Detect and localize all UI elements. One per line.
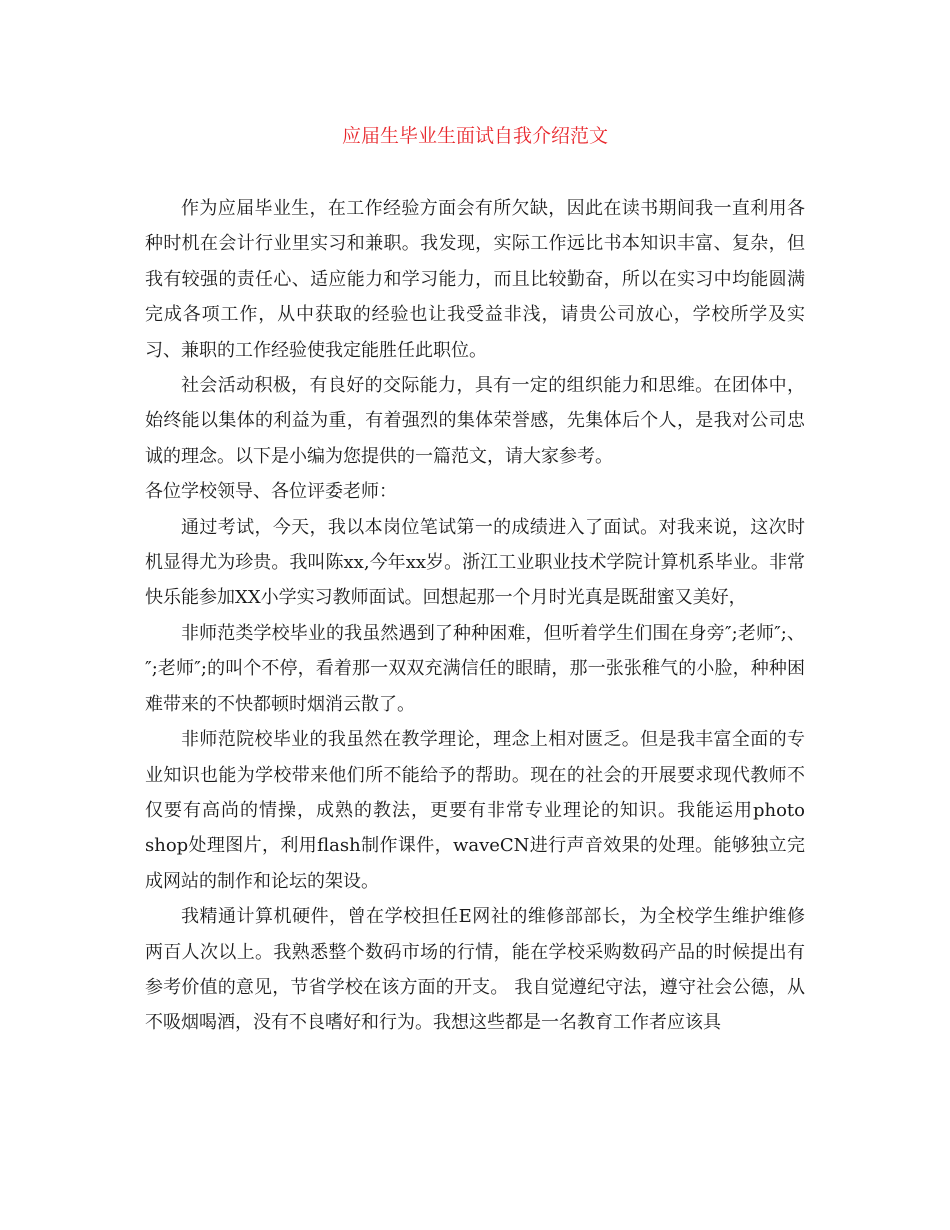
paragraph-3: 通过考试，今天，我以本岗位笔试第一的成绩进入了面试。对我来说，这次时机显得尤为珍贵。我叫陈xx,今年xx岁。浙江工业职业技术学院计算机系毕业。非常快乐能参加XX小学实习教师面试。回想起那一个月时光真是既甜蜜又美好，: [145, 516, 805, 609]
paragraph-6: 我精通计算机硬件，曾在学校担任E网社的维修部部长，为全校学生维护维修两百人次以上。我熟悉整个数码市场的行情，能在学校采购数码产品的时候提出有参考价值的意见，节省学校在该方面的开支。 我自觉遵纪守法，遵守社会公德，从不吸烟喝酒，没有不良嗜好和行为。我想这些都是一名教育工作者应该具: [145, 906, 805, 1034]
paragraph-5: 非师范院校毕业的我虽然在教学理论，理念上相对匮乏。但是我丰富全面的专业知识也能为学校带来他们所不能给予的帮助。现在的社会的开展要求现代教师不仅要有高尚的情操，成熟的教法，更要有非常专业理论的知识。我能运用photo shop处理图片，利用flash制作课件，waveCN进行声音效果的处理。能够独立完成网站的制作和论坛的架设。: [145, 729, 805, 892]
paragraph-1: 作为应届毕业生，在工作经验方面会有所欠缺，因此在读书期间我一直利用各种时机在会计行业里实习和兼职。我发现，实际工作远比书本知识丰富、复杂，但我有较强的责任心、适应能力和学习能力，而且比较勤奋，所以在实习中均能圆满完成各项工作，从中获取的经验也让我受益非浅，请贵公司放心，学校所学及实习、兼职的工作经验使我定能胜任此职位。: [145, 198, 805, 361]
salutation: 各位学校领导、各位评委老师：: [145, 481, 397, 503]
document-body: [145, 191, 805, 1041]
paragraph-2: 社会活动积极，有良好的交际能力，具有一定的组织能力和思维。在团体中，始终能以集体的利益为重，有着强烈的集体荣誉感，先集体后个人，是我对公司忠诚的理念。以下是小编为您提供的一篇范文，请大家参考。: [145, 375, 805, 467]
paragraph-4: 非师范类学校毕业的我虽然遇到了种种困难，但听着学生们围在身旁″;老师″;、″;老师″;的叫个不停，看着那一双双充满信任的眼睛，那一张张稚气的小脸，种种困难带来的不快都顿时烟消云散了。: [145, 622, 805, 715]
document-title: 应届生毕业生面试自我介绍范文: [341, 125, 608, 147]
